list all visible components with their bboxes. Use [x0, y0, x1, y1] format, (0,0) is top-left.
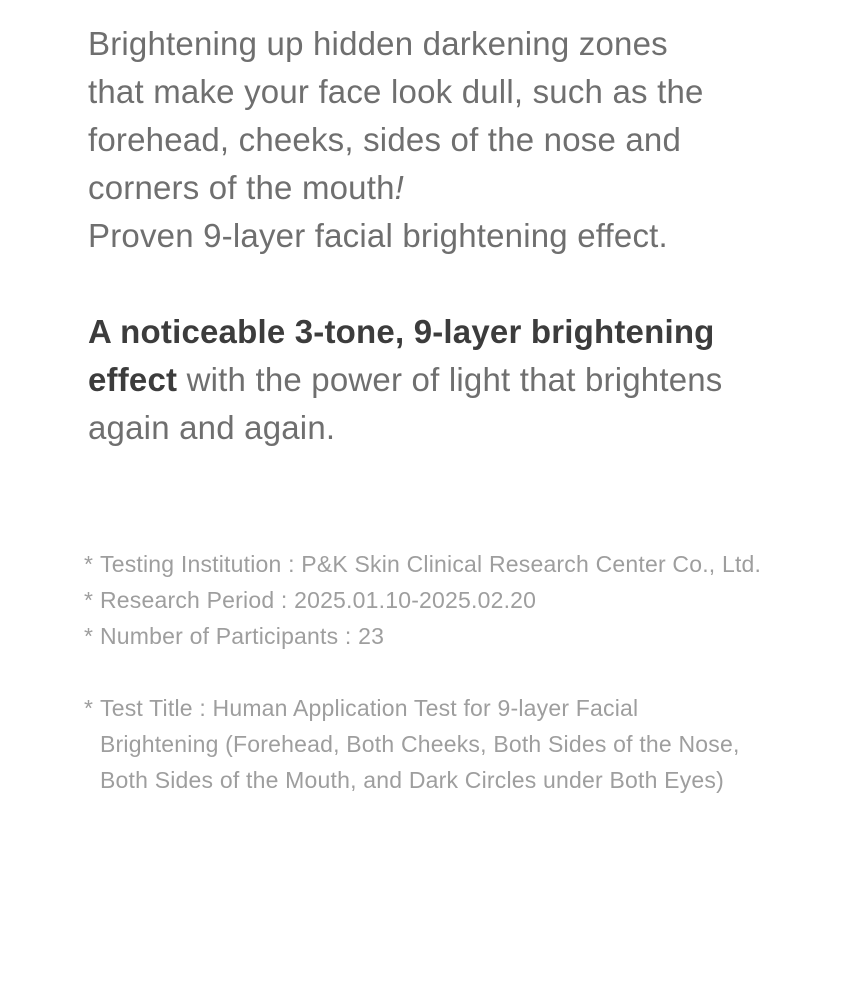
headline [88, 308, 800, 452]
intro-exclamation: ! [394, 169, 405, 206]
footnote-test-title [84, 690, 800, 798]
asterisk-marker: * [84, 587, 94, 613]
intro-paragraph [88, 20, 800, 260]
asterisk-marker: * [84, 623, 94, 649]
headline-line-1 [88, 308, 800, 356]
intro-proven-line: Proven 9-layer facial brightening effect. [88, 217, 668, 254]
footnote-label: Testing Institution : P&K Skin Clinical Research Center Co., Ltd. [100, 551, 762, 577]
intro-line-2: that make your face look dull, such as the [88, 73, 704, 110]
test-title-line-1: Test Title : Human Application Test for 9-layer Facial [100, 695, 639, 721]
footnote-testing-institution [84, 546, 800, 582]
headline-bold-part-1: A noticeable 3-tone, 9-layer brightening [88, 313, 715, 350]
headline-line-2 [88, 356, 800, 404]
asterisk-marker: * [84, 551, 94, 577]
headline-regular-part-1: with the power of light that brightens [177, 361, 723, 398]
test-title-line-2: Brightening (Forehead, Both Cheeks, Both Sides of the Nose, [100, 731, 740, 757]
test-title-lines [100, 690, 740, 798]
intro-line-3: forehead, cheeks, sides of the nose and [88, 121, 682, 158]
footnote-research-period [84, 582, 800, 618]
headline-bold-part-2: effect [88, 361, 178, 398]
test-title-line-3: Both Sides of the Mouth, and Dark Circles under Both Eyes) [100, 767, 724, 793]
intro-line-1: Brightening up hidden darkening zones [88, 25, 668, 62]
footnote-label: Research Period : 2025.01.10-2025.02.20 [100, 587, 537, 613]
headline-line-3: again and again. [88, 409, 336, 446]
intro-line-4 [88, 164, 800, 212]
footnote-label: Number of Participants : 23 [100, 623, 385, 649]
footnote-participants [84, 618, 800, 654]
intro-line-4-text: corners of the mouth [88, 169, 395, 206]
asterisk-marker: * [84, 695, 94, 721]
footnotes-section [84, 546, 800, 798]
